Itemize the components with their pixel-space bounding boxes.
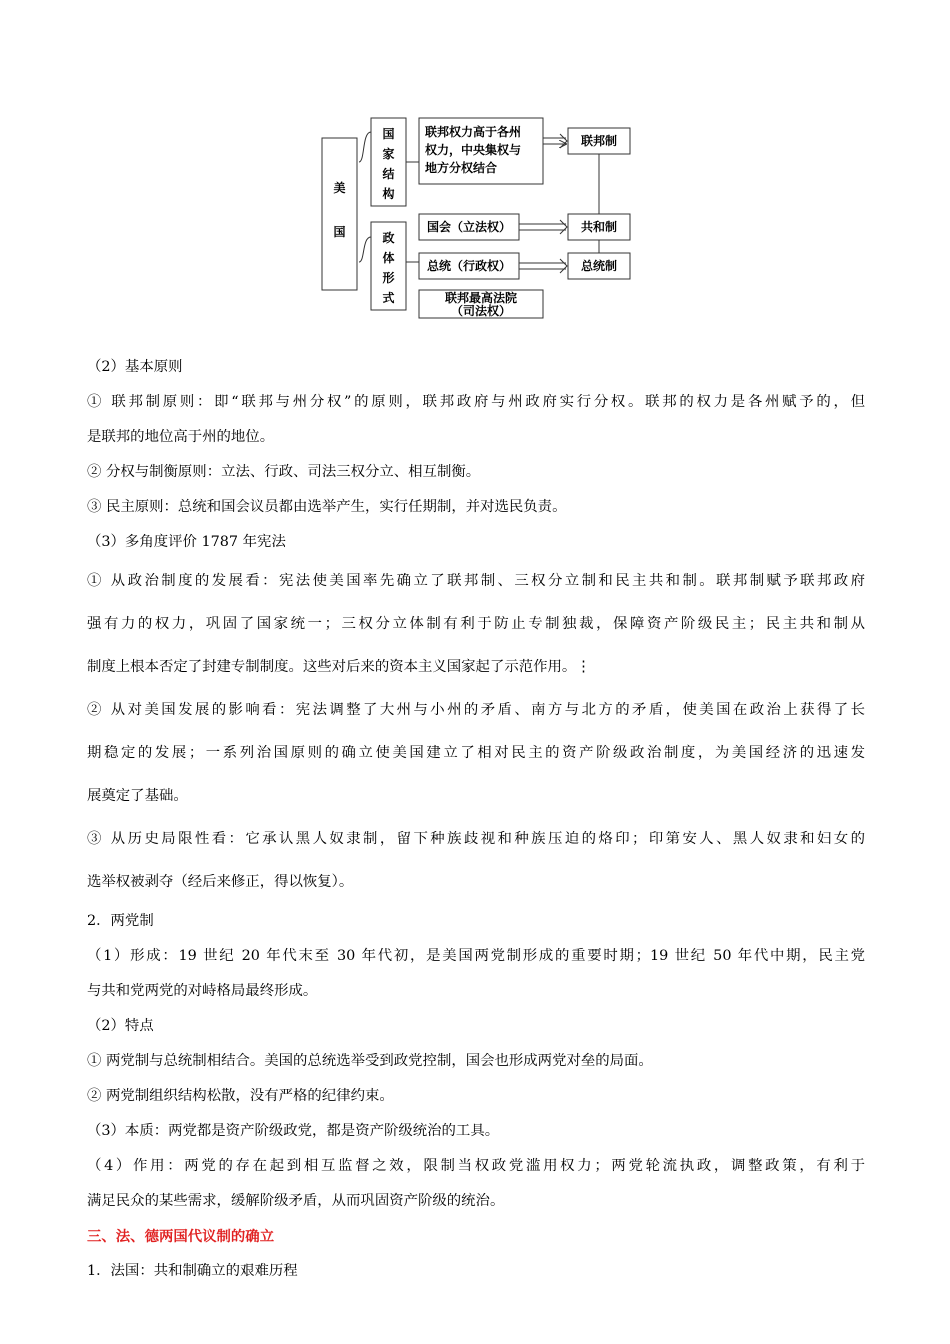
structure-char-4: 构 [382, 187, 395, 201]
evaluation-1-line-2: 强有力的权力，巩固了国家统一；三权分立体制有利于防止专制独裁，保障资产阶级民主；民主共和制从 [87, 616, 865, 632]
heading-two-party-system: 2．两党制 [87, 913, 154, 929]
government-char-1: 政 [382, 231, 395, 245]
brace-structure [359, 132, 371, 162]
structure-desc-3: 地方分权结合 [425, 161, 498, 175]
principle-federalism-line-1: ① 联邦制原则：即“联邦与州分权”的原则，联邦政府与州政府实行分权。联邦的权力是各州赋予的，但 [87, 394, 865, 410]
structure-desc-2: 权力，中央集权与 [425, 143, 522, 157]
principle-democracy: ③ 民主原则：总统和国会议员都由选举产生，实行任期制，并对选民负责。 [87, 499, 567, 515]
president-label: 总统（行政权） [426, 259, 512, 273]
evaluation-3-line-2: 选举权被剥夺（经后来修正，得以恢复）。 [87, 874, 354, 890]
trait-1: ① 两党制与总统制相结合。美国的总统选举受到政党控制，国会也形成两党对垒的局面。 [87, 1053, 653, 1069]
evaluation-2-line-1: ② 从对美国发展的影响看：宪法调整了大州与小州的矛盾、南方与北方的矛盾，使美国在政治上获得了长 [87, 702, 865, 718]
government-char-4: 式 [382, 291, 395, 305]
structure-desc-1: 联邦权力高于各州 [425, 125, 522, 139]
presidential-label: 总统制 [580, 259, 618, 273]
government-char-3: 形 [382, 271, 395, 285]
republic-label: 共和制 [580, 220, 618, 234]
section-basic-principles-title: （2）基本原则 [87, 359, 183, 375]
arrow-congress-republic [519, 224, 566, 230]
essence: （3）本质：两党都是资产阶级政党，都是资产阶级统治的工具。 [87, 1123, 500, 1139]
structure-char-1: 国 [382, 127, 395, 141]
evaluation-2-line-3: 展奠定了基础。 [87, 788, 188, 804]
evaluation-1-line-3: 制度上根本否定了封建专制制度。这些对后来的资本主义国家起了示范作用。⋮ [87, 659, 591, 675]
arrow-president-presidential [519, 263, 566, 269]
document-body [87, 350, 865, 1289]
root-label-1: 美 [333, 181, 346, 195]
congress-label: 国会（立法权） [426, 220, 512, 234]
structure-char-3: 结 [382, 167, 395, 181]
role-line-2: 满足民众的某些需求，缓解阶级矛盾，从而巩固资产阶级的统治。 [87, 1193, 505, 1209]
evaluation-1-line-1: ① 从政治制度的发展看：宪法使美国率先确立了联邦制、三权分立制和民主共和制。联邦制赋予联邦政府 [87, 573, 865, 589]
france-subheading: 1．法国：共和制确立的艰难历程 [87, 1263, 298, 1279]
principle-checks-balances: ② 分权与制衡原则：立法、行政、司法三权分立、相互制衡。 [87, 464, 481, 480]
section-three-heading: 三、法、德两国代议制的确立 [87, 1228, 275, 1245]
section-evaluation-title: （3）多角度评价 1787 年宪法 [87, 534, 286, 550]
court-label-2: （司法权） [450, 304, 512, 318]
root-box [322, 138, 357, 290]
court-label-1: 联邦最高法院 [444, 291, 518, 305]
government-char-2: 体 [382, 251, 395, 265]
structure-char-2: 家 [382, 147, 395, 161]
formation-line-1: （1）形成：19 世纪 20 年代末至 30 年代初，是美国两党制形成的重要时期；19 世纪 50 年代中期，民主党 [87, 948, 865, 964]
federal-label: 联邦制 [580, 134, 618, 148]
traits-title: （2）特点 [87, 1018, 154, 1034]
role-line-1: （4）作用：两党的存在起到相互监督之效，限制当权政党滥用权力；两党轮流执政，调整政策，有利于 [87, 1158, 865, 1174]
trait-2: ② 两党制组织结构松散，没有严格的纪律约束。 [87, 1088, 394, 1104]
brace-government [359, 237, 371, 262]
evaluation-3-line-1: ③ 从历史局限性看：它承认黑人奴隶制，留下种族歧视和种族压迫的烙印；印第安人、黑人奴隶和妇女的 [87, 831, 865, 847]
evaluation-2-line-2: 期稳定的发展；一系列治国原则的确立使美国建立了相对民主的资产阶级政治制度，为美国经济的迅速发 [87, 745, 865, 761]
formation-line-2: 与共和党两党的对峙格局最终形成。 [87, 983, 318, 999]
us-political-structure-diagram [318, 112, 638, 324]
arrow-structure-federal [543, 138, 566, 144]
root-label-2: 国 [333, 225, 346, 239]
principle-federalism-line-2: 是联邦的地位高于州的地位。 [87, 429, 275, 445]
